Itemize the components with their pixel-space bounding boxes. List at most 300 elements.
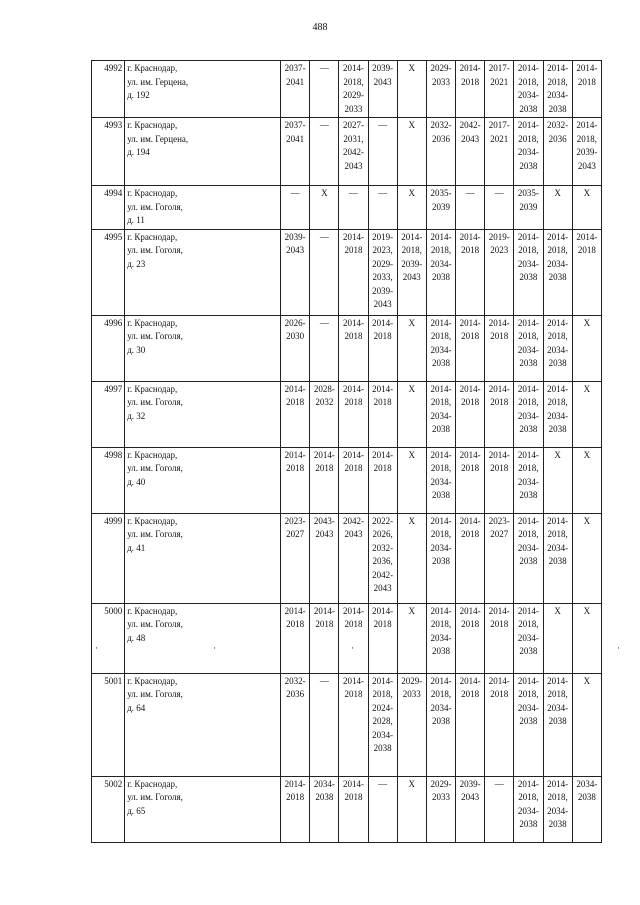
address-cell xyxy=(125,229,281,315)
period-text: 2034- 2038 xyxy=(313,778,335,802)
record-number: 4997 xyxy=(92,381,125,447)
period-cell xyxy=(485,118,514,186)
period-text: 2014- 2018 xyxy=(372,449,394,473)
period-cell xyxy=(281,603,310,673)
period-cell xyxy=(339,513,368,603)
period-text: 2035- 2039 xyxy=(430,188,452,212)
address-line: ул. им. Герцена, xyxy=(127,133,189,144)
period-cell xyxy=(426,186,455,230)
period-text: X xyxy=(408,63,416,73)
period-cell xyxy=(310,61,339,118)
period-text: 2014- 2018, 2034- 2038 xyxy=(430,675,452,726)
period-cell xyxy=(368,118,397,186)
period-text: X xyxy=(408,383,416,394)
period-cell xyxy=(456,118,485,186)
period-cell xyxy=(456,776,485,842)
period-text: 2014- 2018 xyxy=(284,605,306,629)
period-text: 2014- 2018, 2039- 2043 xyxy=(576,120,598,171)
period-text: 2014- 2018 xyxy=(459,515,481,539)
address-line: д. 23 xyxy=(127,258,146,269)
table-row xyxy=(92,229,602,315)
address-line: д. 41 xyxy=(127,542,146,553)
period-text: X xyxy=(583,188,591,198)
period-cell xyxy=(310,447,339,513)
period-text: 2032- 2036 xyxy=(547,120,569,144)
address-line: д. 48 xyxy=(127,632,146,643)
period-text: 2039- 2043 xyxy=(372,63,394,87)
address-cell xyxy=(125,447,281,513)
table-row xyxy=(92,118,602,186)
address-line: г. Краснодар, xyxy=(127,675,178,686)
period-cell xyxy=(426,118,455,186)
period-cell xyxy=(572,603,601,673)
period-cell xyxy=(397,118,426,186)
record-number: 4999 xyxy=(92,513,125,603)
period-cell xyxy=(543,447,572,513)
period-text: 2014- 2018, 2034- 2038 xyxy=(430,449,452,500)
period-cell xyxy=(397,603,426,673)
period-text: X xyxy=(408,120,416,130)
period-text: — xyxy=(348,188,358,198)
period-cell xyxy=(310,776,339,842)
record-number: 4993 xyxy=(92,118,125,186)
period-cell xyxy=(339,315,368,381)
record-number: 4996 xyxy=(92,315,125,381)
period-cell xyxy=(397,447,426,513)
period-cell xyxy=(543,229,572,315)
period-cell xyxy=(368,315,397,381)
period-text: 2022- 2026, 2032- 2036, 2042- 2043 xyxy=(372,515,394,593)
period-cell xyxy=(456,315,485,381)
period-cell xyxy=(368,673,397,776)
period-text: 2014- 2018, 2024- 2028, 2034- 2038 xyxy=(372,675,394,753)
period-text: 2014- 2018, 2029- 2033 xyxy=(342,63,364,114)
scan-speck: · xyxy=(213,643,216,653)
period-text: 2029- 2033 xyxy=(401,675,423,699)
scan-speck: · xyxy=(351,643,354,653)
period-text: 2014- 2018, 2034- 2038 xyxy=(430,605,452,656)
period-cell xyxy=(397,315,426,381)
period-text: X xyxy=(554,188,561,198)
address-line: г. Краснодар, xyxy=(127,605,178,616)
period-text: 2014- 2018 xyxy=(459,605,481,629)
table-row xyxy=(92,61,602,118)
period-text: X xyxy=(408,605,416,616)
period-cell xyxy=(485,381,514,447)
period-cell xyxy=(456,61,485,118)
period-cell xyxy=(281,513,310,603)
address-line: г. Краснодар, xyxy=(127,449,178,460)
period-text: 2027- 2031, 2042- 2043 xyxy=(342,120,364,171)
period-cell xyxy=(543,118,572,186)
period-text: 2014- 2018, 2034- 2038 xyxy=(430,231,452,282)
period-cell xyxy=(514,447,543,513)
period-cell xyxy=(397,381,426,447)
table-row xyxy=(92,673,602,776)
address-cell xyxy=(125,186,281,230)
address-line: ул. им. Гоголя, xyxy=(127,529,183,539)
period-text: 2042- 2043 xyxy=(342,515,364,539)
period-cell xyxy=(397,229,426,315)
period-text: X xyxy=(583,383,591,394)
period-text: — xyxy=(319,231,329,242)
period-text: X xyxy=(583,449,591,460)
period-text: — xyxy=(319,675,329,686)
period-text: 2014- 2018 xyxy=(576,63,598,87)
period-cell xyxy=(310,186,339,230)
period-text: X xyxy=(321,188,328,198)
period-cell xyxy=(426,229,455,315)
period-text: 2014- 2018 xyxy=(488,675,510,699)
period-cell xyxy=(339,118,368,186)
period-text: 2014- 2018, 2034- 2038 xyxy=(430,317,452,368)
period-text: 2014- 2018 xyxy=(488,605,510,629)
period-cell xyxy=(339,229,368,315)
period-cell xyxy=(426,603,455,673)
address-line: ул. им. Герцена, xyxy=(127,76,189,87)
period-text: 2014- 2018 xyxy=(313,449,335,473)
period-cell xyxy=(339,603,368,673)
period-text: 2014- 2018 xyxy=(284,449,306,473)
period-text: — xyxy=(465,188,475,198)
period-text: 2023- 2027 xyxy=(284,515,306,539)
period-cell xyxy=(310,513,339,603)
period-cell xyxy=(456,603,485,673)
period-text: — xyxy=(319,63,329,73)
record-number: 5002 xyxy=(92,776,125,842)
address-line: д. 40 xyxy=(127,476,146,487)
period-cell xyxy=(485,315,514,381)
period-text: 2014- 2018, 2034- 2038 xyxy=(430,515,452,566)
period-text: — xyxy=(319,317,329,328)
period-cell xyxy=(514,61,543,118)
period-text: — xyxy=(290,188,300,198)
period-text: 2014- 2018, 2034- 2038 xyxy=(547,383,569,434)
address-line: ул. им. Гоголя, xyxy=(127,792,183,802)
address-line: г. Краснодар, xyxy=(127,515,178,526)
table-row xyxy=(92,447,602,513)
address-line: д. 32 xyxy=(127,410,146,421)
address-line: ул. им. Гоголя, xyxy=(127,619,183,629)
address-line: ул. им. Гоголя, xyxy=(127,331,183,341)
period-text: 2026- 2030 xyxy=(284,317,306,341)
period-cell xyxy=(572,447,601,513)
address-line: д. 192 xyxy=(127,90,150,100)
period-cell xyxy=(543,603,572,673)
table-row xyxy=(92,603,602,673)
period-text: 2014- 2018 xyxy=(372,605,394,629)
record-number: 4992 xyxy=(92,61,125,118)
period-text: 2014- 2018 xyxy=(459,383,481,407)
period-text: 2035- 2039 xyxy=(517,188,539,212)
period-cell xyxy=(368,776,397,842)
period-cell xyxy=(281,447,310,513)
period-cell xyxy=(310,673,339,776)
address-line: ул. им. Гоголя, xyxy=(127,397,183,407)
period-text: 2014- 2018 xyxy=(459,317,481,341)
period-text: 2014- 2018, 2034- 2038 xyxy=(517,120,539,171)
period-cell xyxy=(572,61,601,118)
address-line: ул. им. Гоголя, xyxy=(127,201,183,212)
address-cell xyxy=(125,381,281,447)
period-cell xyxy=(485,61,514,118)
period-cell xyxy=(572,381,601,447)
period-text: 2014- 2018, 2034- 2038 xyxy=(517,317,539,368)
period-text: X xyxy=(408,317,416,328)
record-number: 4994 xyxy=(92,186,125,230)
period-text: X xyxy=(408,515,416,526)
address-line: ул. им. Гоголя, xyxy=(127,689,183,699)
period-text: 2014- 2018 xyxy=(459,675,481,699)
period-text: 2014- 2018, 2034- 2038 xyxy=(547,675,569,726)
period-cell xyxy=(368,229,397,315)
period-text: — xyxy=(494,188,504,198)
scan-speck: · xyxy=(617,643,620,653)
address-cell xyxy=(125,61,281,118)
period-text: 2014- 2018, 2034- 2038 xyxy=(547,231,569,282)
period-text: 2034- 2038 xyxy=(576,778,598,802)
period-text: 2014- 2018, 2034- 2038 xyxy=(517,383,539,434)
period-cell xyxy=(572,118,601,186)
period-cell xyxy=(281,118,310,186)
table-row xyxy=(92,776,602,842)
scan-speck: · xyxy=(95,643,98,653)
period-cell xyxy=(485,776,514,842)
period-text: — xyxy=(494,778,504,789)
period-cell xyxy=(310,603,339,673)
period-cell xyxy=(368,447,397,513)
period-text: 2014- 2018, 2034- 2038 xyxy=(517,63,539,114)
period-text: 2014- 2018 xyxy=(488,383,510,407)
period-text: 2039- 2043 xyxy=(284,231,306,255)
period-text: 2014- 2018 xyxy=(488,317,510,341)
period-text: 2043- 2043 xyxy=(313,515,335,539)
period-cell xyxy=(514,513,543,603)
period-cell xyxy=(397,61,426,118)
period-cell xyxy=(368,603,397,673)
period-text: 2014- 2018, 2034- 2038 xyxy=(517,675,539,726)
period-text: 2014- 2018, 2034- 2038 xyxy=(517,778,539,829)
period-cell xyxy=(543,315,572,381)
address-line: ул. им. Гоголя, xyxy=(127,463,183,473)
period-text: 2014- 2018, 2034- 2038 xyxy=(517,515,539,566)
period-cell xyxy=(310,229,339,315)
period-text: 2014- 2018, 2034- 2038 xyxy=(547,515,569,566)
period-cell xyxy=(281,61,310,118)
period-cell xyxy=(426,447,455,513)
period-cell xyxy=(368,186,397,230)
period-cell xyxy=(368,381,397,447)
period-text: 2039- 2043 xyxy=(459,778,481,802)
period-cell xyxy=(572,315,601,381)
period-text: 2014- 2018 xyxy=(488,449,510,473)
address-cell xyxy=(125,776,281,842)
table-row xyxy=(92,381,602,447)
period-cell xyxy=(572,776,601,842)
period-cell xyxy=(426,61,455,118)
period-cell xyxy=(339,186,368,230)
record-number: 4995 xyxy=(92,229,125,315)
period-cell xyxy=(310,118,339,186)
period-text: 2032- 2036 xyxy=(430,120,452,144)
period-text: — xyxy=(378,778,388,789)
address-cell xyxy=(125,315,281,381)
period-text: 2014- 2018 xyxy=(342,231,364,255)
period-cell xyxy=(456,447,485,513)
period-text: 2019- 2023 xyxy=(488,231,510,255)
period-cell xyxy=(485,229,514,315)
address-line: д. 194 xyxy=(127,147,150,157)
period-text: 2014- 2018, 2039- 2043 xyxy=(401,231,423,282)
period-cell xyxy=(281,186,310,230)
period-text: — xyxy=(378,120,388,130)
period-text: 2017- 2021 xyxy=(488,63,510,87)
period-cell xyxy=(310,315,339,381)
address-line: д. 11 xyxy=(127,215,145,225)
period-text: 2014- 2018 xyxy=(284,383,306,407)
period-text: 2029- 2033 xyxy=(430,63,452,87)
period-cell xyxy=(543,776,572,842)
period-text: 2014- 2018 xyxy=(342,605,364,629)
period-cell xyxy=(456,513,485,603)
period-text: 2014- 2018 xyxy=(372,317,394,341)
address-line: г. Краснодар, xyxy=(127,120,178,130)
period-text: 2014- 2018, 2034- 2038 xyxy=(517,449,539,500)
record-number: 5000 xyxy=(92,603,125,673)
period-text: 2037- 2041 xyxy=(284,63,306,87)
period-cell xyxy=(485,673,514,776)
period-cell xyxy=(572,673,601,776)
period-text: 2014- 2018 xyxy=(284,778,306,802)
period-cell xyxy=(572,513,601,603)
period-text: X xyxy=(583,317,591,328)
period-cell xyxy=(397,513,426,603)
period-cell xyxy=(310,381,339,447)
period-cell xyxy=(572,229,601,315)
period-cell xyxy=(339,673,368,776)
period-cell xyxy=(397,776,426,842)
period-text: — xyxy=(319,120,329,130)
register-body xyxy=(92,61,602,843)
period-text: 2014- 2018 xyxy=(342,778,364,802)
period-text: X xyxy=(583,605,591,616)
period-text: 2014- 2018 xyxy=(459,63,481,87)
period-text: X xyxy=(408,449,416,460)
page-number: 488 xyxy=(312,22,328,33)
period-cell xyxy=(281,229,310,315)
period-text: X xyxy=(408,188,416,198)
period-cell xyxy=(281,776,310,842)
record-number: 4998 xyxy=(92,447,125,513)
address-line: г. Краснодар, xyxy=(127,63,178,73)
period-text: X xyxy=(554,449,561,460)
period-text: 2014- 2018, 2034- 2038 xyxy=(547,317,569,368)
period-cell xyxy=(485,447,514,513)
period-text: 2019- 2023, 2029- 2033, 2039- 2043 xyxy=(372,231,394,309)
period-text: 2029- 2033 xyxy=(430,778,452,802)
period-text: 2014- 2018 xyxy=(459,449,481,473)
address-line: г. Краснодар, xyxy=(127,231,178,242)
period-text: X xyxy=(554,605,561,616)
period-text: 2014- 2018 xyxy=(313,605,335,629)
record-number: 5001 xyxy=(92,673,125,776)
period-cell xyxy=(543,673,572,776)
period-text: 2014- 2018 xyxy=(342,675,364,699)
period-text: 2032- 2036 xyxy=(284,675,306,699)
period-text: — xyxy=(378,188,388,198)
period-cell xyxy=(397,186,426,230)
address-cell xyxy=(125,513,281,603)
period-text: 2014- 2018, 2034- 2038 xyxy=(547,63,569,114)
period-text: 2014- 2018, 2034- 2038 xyxy=(547,778,569,829)
address-line: г. Краснодар, xyxy=(127,188,178,198)
period-text: 2014- 2018, 2034- 2038 xyxy=(430,383,452,434)
period-cell xyxy=(485,603,514,673)
period-cell xyxy=(281,381,310,447)
scan-speck: · xyxy=(483,643,486,653)
address-line: д. 65 xyxy=(127,805,146,816)
period-cell xyxy=(339,776,368,842)
period-text: 2037- 2041 xyxy=(284,120,306,144)
period-cell xyxy=(514,776,543,842)
period-cell xyxy=(514,381,543,447)
period-text: 2014- 2018, 2034- 2038 xyxy=(517,605,539,656)
period-text: 2014- 2018 xyxy=(342,383,364,407)
period-text: 2023- 2027 xyxy=(488,515,510,539)
period-text: 2014- 2018 xyxy=(372,383,394,407)
period-cell xyxy=(514,603,543,673)
period-text: X xyxy=(583,515,591,526)
period-text: X xyxy=(583,675,591,686)
period-cell xyxy=(368,61,397,118)
period-text: 2042- 2043 xyxy=(459,120,481,144)
period-cell xyxy=(456,186,485,230)
period-cell xyxy=(514,315,543,381)
period-text: 2014- 2018 xyxy=(576,231,598,255)
table-row xyxy=(92,186,602,230)
period-cell xyxy=(456,673,485,776)
period-cell xyxy=(514,229,543,315)
address-line: г. Краснодар, xyxy=(127,317,178,328)
period-cell xyxy=(339,61,368,118)
period-cell xyxy=(426,315,455,381)
period-cell xyxy=(339,381,368,447)
period-text: 2017- 2021 xyxy=(488,120,510,144)
period-cell xyxy=(368,513,397,603)
address-line: ул. им. Гоголя, xyxy=(127,245,183,255)
period-cell xyxy=(397,673,426,776)
table-row xyxy=(92,315,602,381)
table-row xyxy=(92,513,602,603)
period-text: 2014- 2018 xyxy=(342,449,364,473)
period-text: 2014- 2018, 2034- 2038 xyxy=(517,231,539,282)
period-cell xyxy=(572,186,601,230)
period-cell xyxy=(543,513,572,603)
period-text: 2028- 2032 xyxy=(313,383,335,407)
period-text: X xyxy=(408,778,416,789)
period-cell xyxy=(543,61,572,118)
address-cell xyxy=(125,673,281,776)
address-cell xyxy=(125,118,281,186)
period-cell xyxy=(485,186,514,230)
address-line: г. Краснодар, xyxy=(127,778,178,789)
address-cell xyxy=(125,603,281,673)
period-cell xyxy=(456,381,485,447)
address-line: д. 30 xyxy=(127,344,146,355)
period-cell xyxy=(281,315,310,381)
address-line: г. Краснодар, xyxy=(127,383,178,394)
period-cell xyxy=(281,673,310,776)
